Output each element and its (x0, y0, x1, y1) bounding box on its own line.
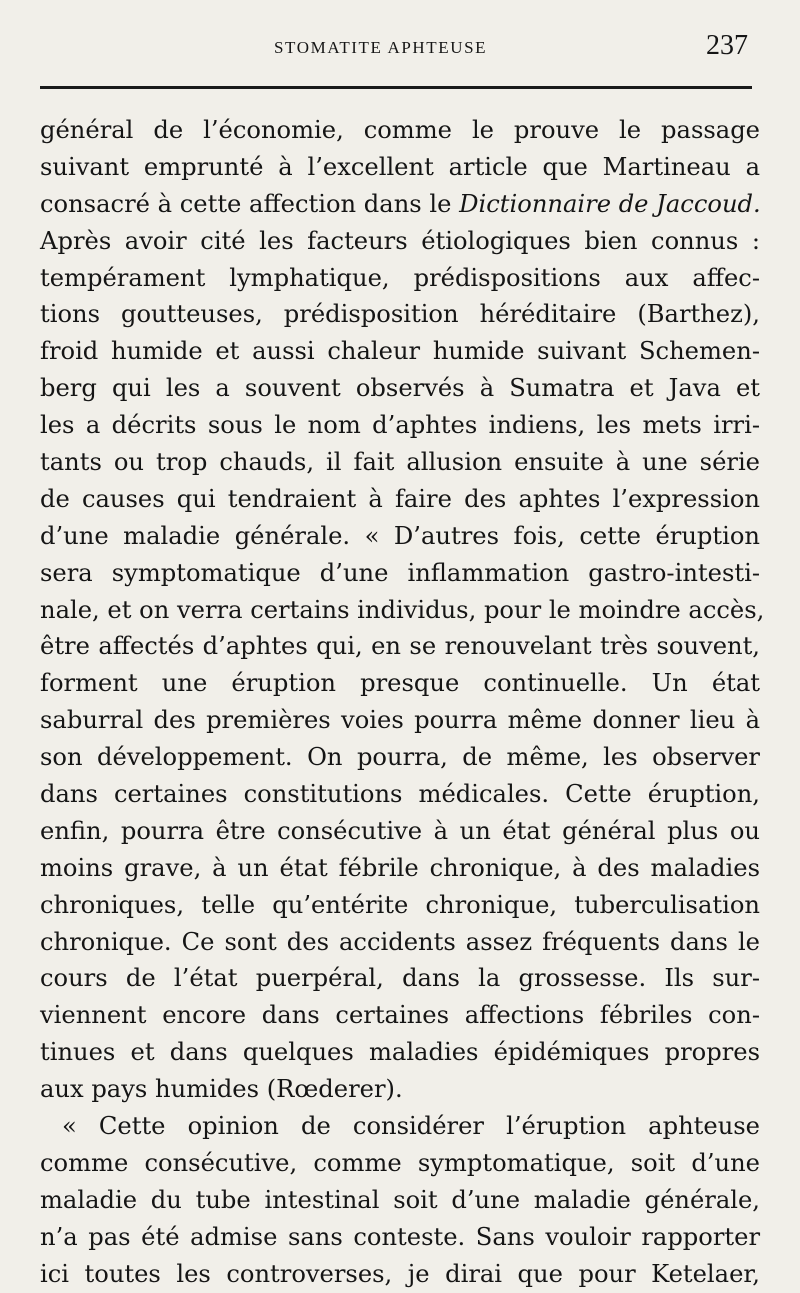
text-line: berg qui les a souvent observés à Sumatra et Java et (40, 374, 760, 403)
text-line: d’une maladie générale. « D’autres fois, cette éruption (40, 521, 760, 550)
dictionary-reference: Dictionnaire de Jaccoud. (459, 189, 761, 218)
text-line: tants ou trop chauds, il fait allusion ensuite à une série (40, 448, 760, 477)
text-line-start: consacré à cette affection dans le (40, 189, 460, 218)
text-line: enfin, pourra être consécutive à un état général plus ou (40, 816, 760, 845)
text-line: de causes qui tendraient à faire des aphtes l’expression (40, 484, 760, 513)
body-text (40, 112, 765, 1293)
text-line: suivant emprunté à l’excellent article que Martineau a (40, 152, 760, 181)
text-line (40, 186, 760, 223)
text-line: n’a pas été admise sans conteste. Sans vouloir rapporter (40, 1222, 760, 1251)
text-line: son développement. On pourra, de même, les observer (40, 743, 760, 772)
text-line: chroniques, telle qu’entérite chronique, tuberculisation (40, 890, 760, 919)
text-line: aux pays humides (Rœderer). (40, 1075, 403, 1104)
text-line: tinues et dans quelques maladies épidémiques propres (40, 1038, 760, 1067)
running-head (0, 30, 800, 70)
text-line: les a décrits sous le nom d’aphtes indiens, les mets irri- (40, 411, 760, 440)
header-rule (40, 86, 752, 89)
running-title: STOMATITE APHTEUSE (274, 38, 488, 57)
text-line: viennent encore dans certaines affections fébriles con- (40, 1001, 760, 1030)
text-line: ici toutes les controverses, je dirai que pour Ketelaer, (40, 1259, 760, 1288)
text-line: chronique. Ce sont des accidents assez fréquents dans le (40, 927, 760, 956)
text-line: maladie du tube intestinal soit d’une maladie générale, (40, 1185, 760, 1214)
text-line: « Cette opinion de considérer l’éruption aphteuse (62, 1112, 760, 1141)
text-line: forment une éruption presque continuelle. Un état (40, 669, 760, 698)
text-line: cours de l’état puerpéral, dans la grossesse. Ils sur- (40, 964, 760, 993)
text-line: dans certaines constitutions médicales. Cette éruption, (40, 780, 760, 809)
text-line: nale, et on verra certains individus, pour le moindre accès, (40, 595, 765, 624)
text-line: tempérament lymphatique, prédispositions aux affec- (40, 263, 760, 292)
text-line: être affectés d’aphtes qui, en se renouvelant très souvent, (40, 632, 760, 661)
page-number: 237 (706, 30, 748, 61)
text-line: comme consécutive, comme symptomatique, soit d’une (40, 1148, 760, 1177)
text-line: tions goutteuses, prédisposition héréditaire (Barthez), (40, 300, 760, 329)
text-line: sera symptomatique d’une inflammation gastro-intesti- (40, 558, 760, 587)
text-line: général de l’économie, comme le prouve le passage (40, 116, 760, 144)
text-line: moins grave, à un état fébrile chronique, à des maladies (40, 853, 760, 882)
text-line: saburral des premières voies pourra même donner lieu à (40, 706, 760, 735)
text-line: Après avoir cité les facteurs étiologiques bien connus : (40, 226, 760, 255)
text-line: froid humide et aussi chaleur humide suivant Schemen- (40, 337, 760, 366)
